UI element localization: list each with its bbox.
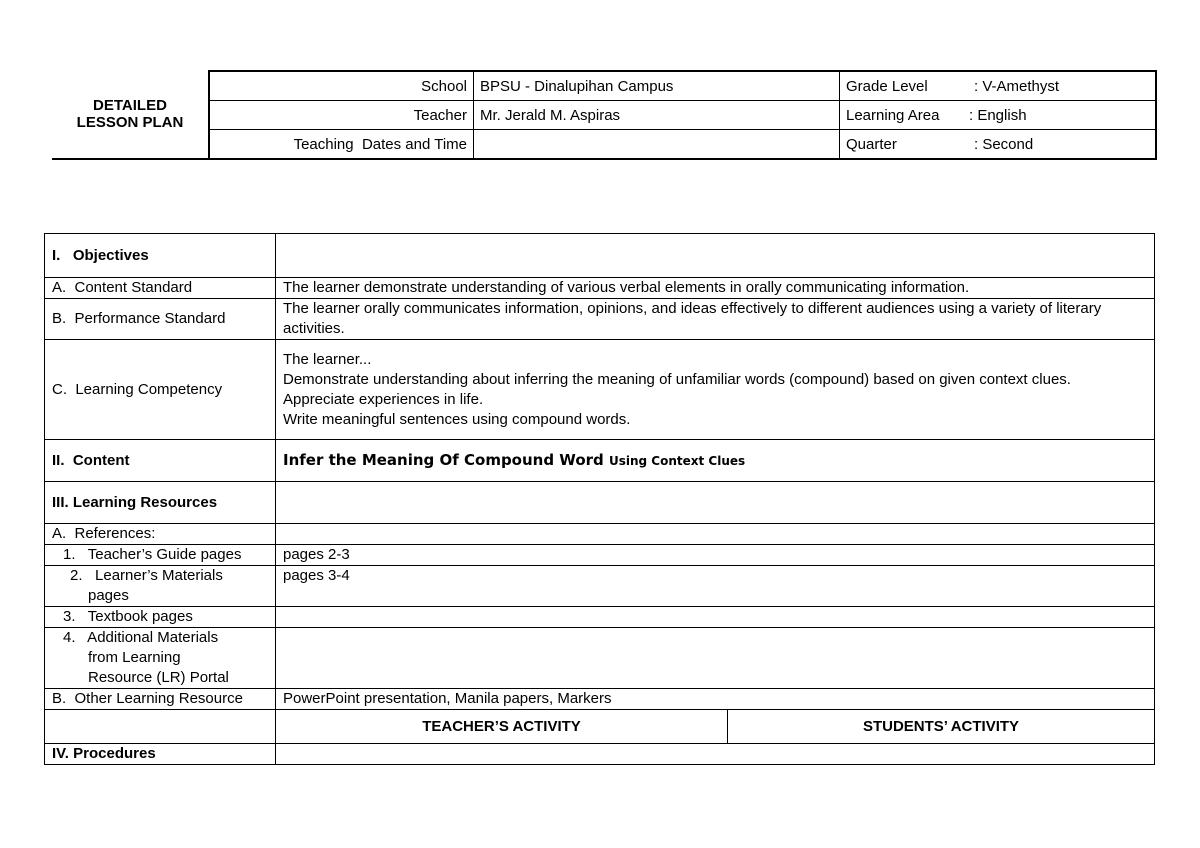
- header-info-table: [208, 70, 1157, 160]
- content-topic-tail: Using Context Clues: [609, 454, 746, 468]
- other-resources-value: PowerPoint presentation, Manila papers, Markers: [276, 689, 1155, 710]
- row-teachers-guide: [45, 545, 1155, 566]
- learners-materials-label-line: pages: [88, 587, 129, 604]
- learners-materials-value: pages 3-4: [276, 566, 1155, 607]
- row-procedures: [45, 744, 1155, 765]
- row-content-standard: [45, 278, 1155, 299]
- header-row-dates: [209, 130, 1156, 160]
- header-row-school: [209, 71, 1156, 101]
- school-label: School: [209, 71, 474, 101]
- additional-materials-label: [45, 628, 276, 689]
- content-value: [276, 440, 1155, 482]
- document-title: DETAILED LESSON PLAN: [52, 70, 208, 160]
- grade-level-label: Grade Level: [846, 77, 928, 95]
- content-standard-label: A. Content Standard: [45, 278, 276, 299]
- procedures-value: [276, 744, 1155, 765]
- row-objectives: [45, 234, 1155, 278]
- row-learning-resources: [45, 482, 1155, 524]
- performance-standard-label: B. Performance Standard: [45, 299, 276, 340]
- dates-value: [474, 130, 840, 160]
- row-performance-standard: [45, 299, 1155, 340]
- row-additional-materials: [45, 628, 1155, 689]
- additional-materials-label-line: from Learning: [88, 649, 181, 666]
- learning-competency-value: [276, 340, 1155, 440]
- other-resources-label: B. Other Learning Resource: [45, 689, 276, 710]
- learning-competency-label: C. Learning Competency: [45, 340, 276, 440]
- competency-line: Demonstrate understanding about inferring the meaning of unfamiliar words (compound) based on given context clues.: [283, 370, 1071, 388]
- content-label: II. Content: [45, 440, 276, 482]
- learning-resources-value: [276, 482, 1155, 524]
- teacher-label: Teacher: [209, 101, 474, 130]
- row-activity-headers: [45, 710, 1155, 744]
- header-row-teacher: [209, 101, 1156, 130]
- textbook-value: [276, 607, 1155, 628]
- teachers-guide-value: pages 2-3: [276, 545, 1155, 566]
- teacher-activity-header: TEACHER’S ACTIVITY: [276, 710, 728, 744]
- content-topic: Infer the Meaning Of Compound Word: [283, 451, 604, 469]
- learners-materials-label-line: 2. Learner’s Materials: [70, 567, 223, 584]
- objectives-label: I. Objectives: [45, 234, 276, 278]
- row-references: [45, 524, 1155, 545]
- row-textbook: [45, 607, 1155, 628]
- learning-area-value: : English: [969, 106, 1027, 124]
- learning-area-cell: [840, 101, 1157, 130]
- quarter-value: : Second: [974, 135, 1034, 153]
- references-value: [276, 524, 1155, 545]
- activity-header-empty: [45, 710, 276, 744]
- competency-line: Write meaningful sentences using compound words.: [283, 410, 631, 428]
- additional-materials-label-line: 4. Additional Materials: [63, 629, 219, 646]
- learners-materials-label: [45, 566, 276, 607]
- learning-resources-label: III. Learning Resources: [45, 482, 276, 524]
- references-label: A. References:: [45, 524, 276, 545]
- objectives-value: [276, 234, 1155, 278]
- quarter-label: Quarter: [846, 135, 897, 153]
- performance-standard-value: The learner orally communicates information, opinions, and ideas effectively to different audiences using a variety of literary activities.: [276, 299, 1155, 340]
- dates-label: Teaching Dates and Time: [209, 130, 474, 160]
- additional-materials-label-line: Resource (LR) Portal: [88, 669, 229, 686]
- procedures-label: IV. Procedures: [45, 744, 276, 765]
- content-standard-value: The learner demonstrate understanding of various verbal elements in orally communicating information.: [276, 278, 1155, 299]
- school-value: BPSU - Dinalupihan Campus: [474, 71, 840, 101]
- grade-level-cell: [840, 71, 1157, 101]
- teachers-guide-label: 1. Teacher’s Guide pages: [45, 545, 276, 566]
- student-activity-header: STUDENTS’ ACTIVITY: [728, 710, 1155, 744]
- grade-level-value: : V-Amethyst: [974, 77, 1060, 95]
- textbook-label: 3. Textbook pages: [45, 607, 276, 628]
- teacher-value: Mr. Jerald M. Aspiras: [474, 101, 840, 130]
- row-learners-materials: [45, 566, 1155, 607]
- additional-materials-value: [276, 628, 1155, 689]
- quarter-cell: [840, 130, 1157, 160]
- row-learning-competency: [45, 340, 1155, 440]
- row-content: [45, 440, 1155, 482]
- lesson-plan-table: [44, 233, 1155, 765]
- row-other-resources: [45, 689, 1155, 710]
- competency-line: The learner...: [283, 350, 372, 368]
- competency-line: Appreciate experiences in life.: [283, 390, 484, 408]
- learning-area-label: Learning Area: [846, 106, 940, 124]
